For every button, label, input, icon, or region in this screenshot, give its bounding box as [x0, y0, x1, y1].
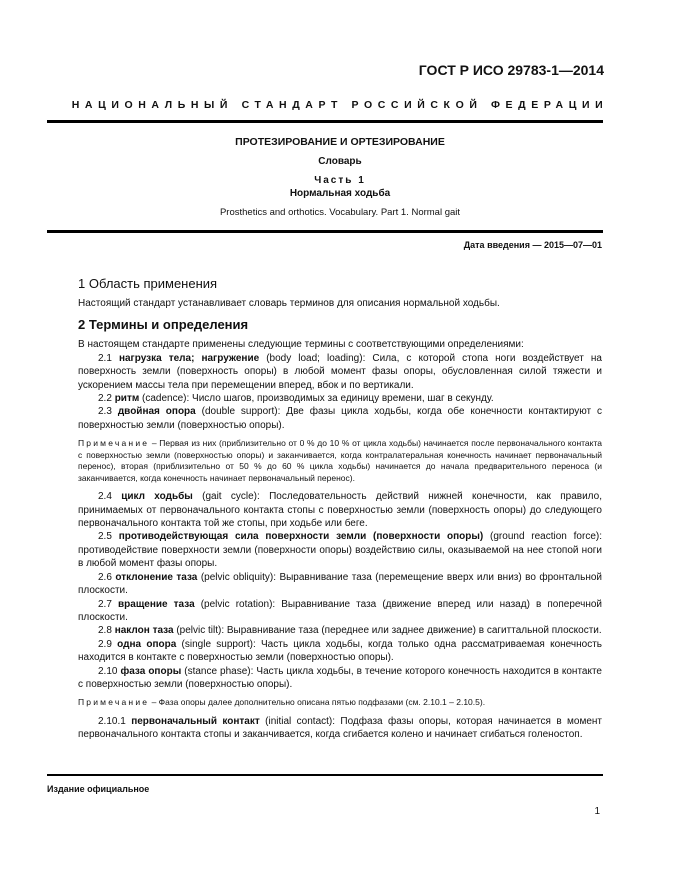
- term-2-7-number: 2.7: [98, 598, 118, 610]
- section-1-text: Настоящий стандарт устанавливает словарь терминов для описания нормальной ходьбы.: [78, 298, 500, 309]
- term-2-7-definition: (pelvic rotation): Выравнивание таза (движение вперед или назад) в поперечной плоскости.: [78, 598, 603, 623]
- term-2-10-1-number: 2.10.1: [98, 715, 132, 727]
- section-2-intro: В настоящем стандарте применены следующие термины с соответствующими определениями:: [78, 339, 524, 351]
- term-2-10-1: [78, 715, 602, 742]
- term-2-7-term: вращение таза: [118, 598, 195, 610]
- term-2-4-term: цикл ходьбы: [121, 491, 193, 503]
- title-subtitle: Словарь: [318, 156, 362, 167]
- national-standard-banner: НАЦИОНАЛЬНЫЙ СТАНДАРТ РОССИЙСКОЙ ФЕДЕРАЦИИ: [71, 99, 609, 111]
- top-rule: [47, 120, 603, 123]
- term-2-1-number: 2.1: [98, 352, 119, 364]
- document-body: [78, 275, 602, 742]
- title-english: Prosthetics and orthotics. Vocabulary. Part 1. Normal gait: [219, 207, 461, 218]
- term-2-10-term: фаза опоры: [120, 665, 182, 677]
- term-2-7: [78, 598, 602, 625]
- footer-rule: [47, 774, 603, 776]
- term-2-10-number: 2.10: [98, 665, 121, 677]
- term-2-4-definition: (gait cycle): Последовательность действий нижней конечности, как правило, принимаемых от первоначального контакта стопы с поверхностью земли (поверхность опоры) до следующего первоначального контакта той же стопы, при ходьбе или беге.: [78, 491, 602, 530]
- term-2-6-term: отклонение таза: [115, 571, 198, 583]
- term-2-3-number: 2.3: [98, 406, 118, 418]
- term-2-10-definition: (stance phase): Часть цикла ходьбы, в течение которого конечность находится в контакте с поверхностью земли (поверхностью опоры).: [78, 665, 602, 690]
- term-2-3: [78, 405, 602, 432]
- term-2-10-1-term: первоначальный контакт: [131, 715, 260, 727]
- term-2-6: [78, 571, 602, 598]
- term-2-3-term: двойная опора: [117, 406, 196, 418]
- term-2-5: [78, 530, 602, 570]
- term-2-9-definition: (single support): Часть цикла ходьбы, когда только одна рассматриваемая конечность находится в контакте с поверхностью земли (поверхностью опоры).: [78, 638, 602, 664]
- title-part-name: Нормальная ходьба: [289, 188, 391, 199]
- note-2-text: – Фаза опоры далее дополнительно описана пятью подфазами (см. 2.10.1 – 2.10.5).: [149, 697, 486, 708]
- term-2-6-definition: (pelvic obliquity): Выравнивание таза (перемещение вверх или вниз) во фронтальной плоскости.: [78, 571, 602, 597]
- term-2-5-number: 2.5: [98, 531, 119, 543]
- term-2-4-number: 2.4: [98, 491, 122, 503]
- note-2-label: Примечание: [78, 697, 150, 708]
- term-2-5-definition: (ground reaction force): противодействие поверхности земли (поверхности опоры) воздействию силы, оказываемой на нее стопой ноги в любой момент фазы опоры.: [78, 531, 602, 570]
- term-2-8: [78, 624, 602, 637]
- page-number: 1: [594, 806, 600, 817]
- term-2-9-number: 2.9: [98, 638, 118, 650]
- term-2-2: [78, 392, 602, 405]
- term-2-1: [78, 352, 602, 392]
- term-2-2-term: ритм: [114, 393, 140, 405]
- term-2-5-term: противодействующая сила поверхности земли (поверхности опоры): [118, 531, 484, 543]
- term-2-9: [78, 638, 602, 665]
- title-main: ПРОТЕЗИРОВАНИЕ И ОРТЕЗИРОВАНИЕ: [235, 136, 445, 148]
- note-1-label: Примечание: [78, 438, 150, 449]
- term-2-9-term: одна опора: [117, 638, 177, 650]
- term-2-8-term: наклон таза: [114, 625, 174, 637]
- title-bottom-rule: [47, 230, 603, 233]
- section-2-heading: 2 Термины и определения: [78, 317, 249, 333]
- term-2-8-number: 2.8: [98, 625, 115, 637]
- section-1-heading: 1 Область применения: [78, 276, 218, 291]
- introduction-date: Дата введения — 2015—07—01: [463, 240, 602, 250]
- term-2-2-number: 2.2: [98, 393, 115, 405]
- standard-number: ГОСТ Р ИСО 29783-1—2014: [418, 62, 604, 78]
- edition-label: Издание официальное: [47, 784, 150, 794]
- term-2-4: [78, 490, 602, 530]
- note-1: [78, 438, 602, 484]
- term-2-1-definition: (body load; loading): Сила, с которой стопа ноги воздействует на поверхность земли (поверхность опоры) в любой момент фазы опоры, обусловленная силой тяжести и ускорением массы тела при перемещении вперед, вбок и по вертикали.: [78, 352, 602, 391]
- term-2-6-number: 2.6: [98, 571, 116, 583]
- title-part: Часть 1: [314, 175, 366, 186]
- term-2-2-definition: (cadence): Число шагов, производимых за единицу времени, шаг в секунду.: [139, 393, 494, 405]
- term-2-3-definition: (double support): Две фазы цикла ходьбы, когда обе конечности контактируют с поверхностью земли (поверхностью опоры).: [78, 406, 602, 431]
- term-2-10: [78, 665, 602, 692]
- term-2-8-definition: (pelvic tilt): Выравнивание таза (переднее или заднее движение) в сагиттальной плоскости.: [173, 625, 602, 637]
- note-1-text: – Первая из них (приблизительно от 0 % до 10 % от цикла ходьбы) начинается после первоначального контакта с поверхностью земли (поверхностью опоры) и заканчивается, когда контралатеральная конечность начинает первоначальный перенос), вторая (приблизительно от 50 % до 60 % цикла ходьбы) начинается до начала предварительного переноса (и заканчивается, когда конечность начинает первоначальный перенос).: [78, 438, 602, 483]
- term-2-10-1-definition: (initial contact): Подфаза фазы опоры, которая начинается в момент первоначального контакта стопы и заканчивается, когда сгибается колено и начинает сгибаться голеностоп.: [78, 715, 602, 741]
- note-2: [78, 697, 602, 709]
- term-2-1-term: нагрузка тела; нагружение: [118, 352, 260, 364]
